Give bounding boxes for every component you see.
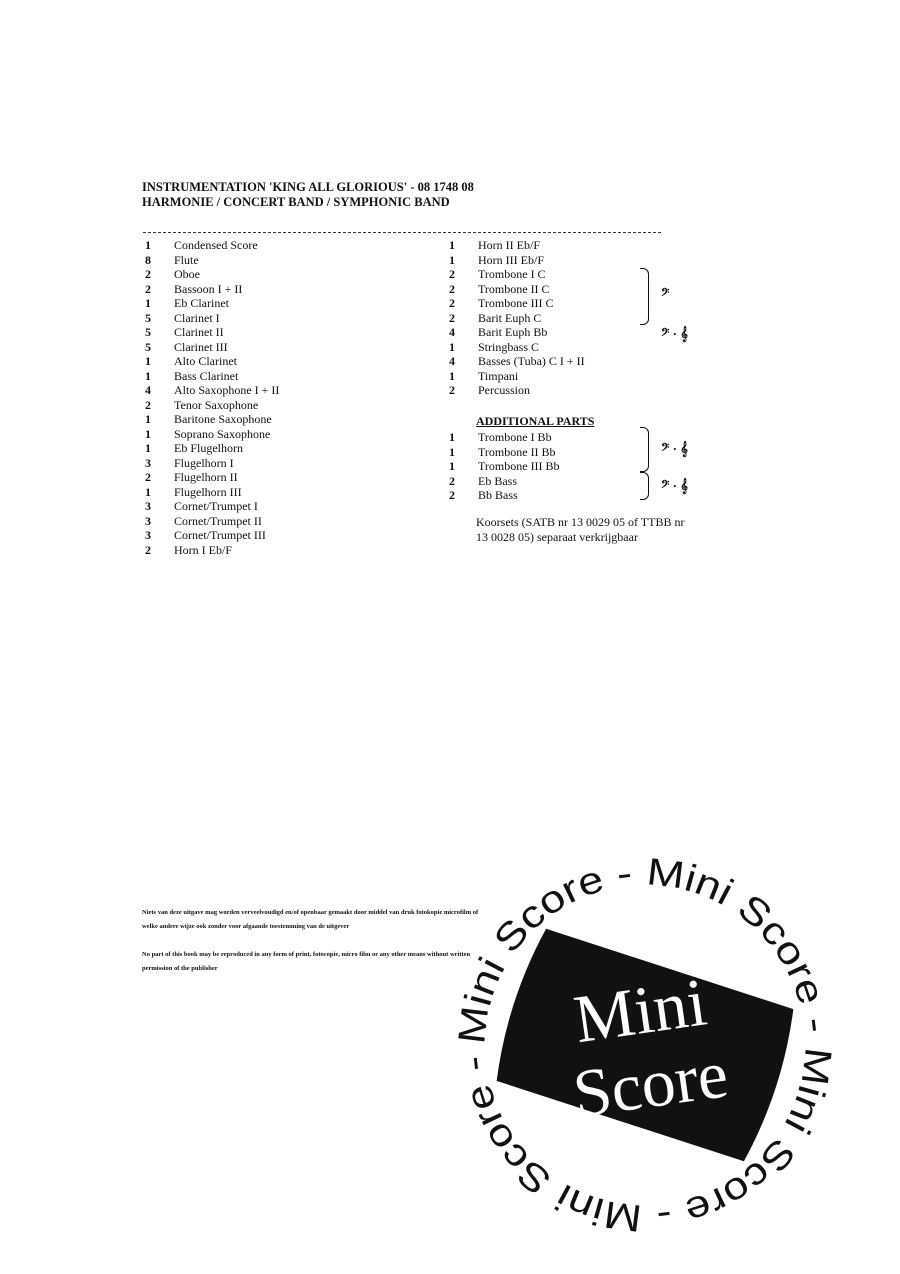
part-quantity: 1 [145,484,151,499]
brace-trombones-c [640,268,649,325]
part-name: Flugelhorn III [174,484,242,499]
part-name: Flugelhorn II [174,470,238,484]
part-quantity: 4 [449,325,455,339]
part-row [449,488,560,503]
part-quantity: 1 [449,238,455,252]
part-row [449,369,585,384]
part-quantity: 2 [145,281,151,296]
part-name: Eb Flugelhorn [174,441,243,455]
stamp-ring-text: Mini Score - Mini Score - Mini Score - Mini Score - [451,851,839,1239]
additional-parts-title: ADDITIONAL PARTS [476,414,595,428]
part-name: Clarinet I [174,310,220,325]
choir-note: Koorsets (SATB nr 13 0029 05 of TTBB nr 13 0028 05) separaat verkrijgbaar [476,515,685,544]
part-name: Barit Euph Bb [478,325,548,339]
part-row [145,441,279,456]
part-row [145,369,279,384]
part-name: Barit Euph C [478,310,542,325]
part-row [449,282,585,297]
part-row [145,543,279,558]
part-name: Clarinet II [174,325,224,339]
part-name: Trombone I C [478,267,546,281]
parts-list-left [145,238,279,557]
part-name: Eb Clarinet [174,296,229,310]
part-quantity: 1 [449,252,455,267]
part-row [145,528,279,543]
part-row [145,485,279,500]
part-quantity: 2 [449,473,455,488]
part-name: Trombone II Bb [478,444,556,459]
part-row [145,412,279,427]
part-name: Trombone I Bb [478,430,552,444]
part-row [449,354,585,369]
part-name: Bassoon I + II [174,281,243,296]
part-quantity: 3 [145,528,151,542]
part-row [145,282,279,297]
header-divider [143,232,661,233]
part-quantity: 2 [449,310,455,325]
part-name: Cornet/Trumpet II [174,513,262,528]
part-row [145,311,279,326]
part-name: Tenor Saxophone [174,397,259,412]
part-name: Alto Saxophone I + II [174,383,280,397]
parts-list-right [449,238,585,398]
part-quantity: 2 [145,470,151,484]
header-title: INSTRUMENTATION 'KING ALL GLORIOUS' - 08 1748 08 [142,180,474,194]
part-name: Trombone III C [478,296,554,310]
brace-basses [640,472,649,500]
part-quantity: 2 [449,267,455,281]
part-row [145,267,279,282]
part-row [449,459,560,474]
mini-score-stamp [445,845,845,1245]
part-row [145,456,279,471]
stamp-center-line2: Score [568,1035,733,1133]
copyright-notice [142,906,482,990]
part-quantity: 1 [449,339,455,354]
bass-treble-clef-mark-3: 𝄢 · 𝄞 [661,478,688,493]
part-name: Condensed Score [174,238,258,252]
part-quantity: 1 [145,368,151,383]
part-name: Oboe [174,267,200,281]
part-quantity: 1 [449,444,455,459]
part-row [145,470,279,485]
bass-treble-clef-mark-2: 𝄢 · 𝄞 [661,441,688,456]
part-name: Flute [174,252,199,267]
part-row [449,383,585,398]
part-quantity: 4 [145,383,151,397]
part-row [449,311,585,326]
part-quantity: 5 [145,339,151,354]
part-name: Eb Bass [478,473,517,488]
part-quantity: 8 [145,252,151,267]
part-row [145,253,279,268]
part-quantity: 1 [145,238,151,252]
part-quantity: 1 [449,368,455,383]
brace-trombones-bb [640,427,649,472]
part-row [449,325,585,340]
part-name: Cornet/Trumpet III [174,528,266,542]
part-quantity: 2 [449,383,455,397]
part-name: Bass Clarinet [174,368,239,383]
part-row [145,427,279,442]
part-row [145,354,279,369]
part-quantity: 2 [449,281,455,296]
part-name: Flugelhorn I [174,455,234,470]
part-name: Horn III Eb/F [478,252,544,267]
part-row [145,383,279,398]
part-quantity: 2 [145,267,151,281]
part-row [145,398,279,413]
header-subtitle: HARMONIE / CONCERT BAND / SYMPHONIC BAND [142,195,450,209]
part-row [145,514,279,529]
part-quantity: 3 [145,513,151,528]
part-quantity: 1 [145,441,151,455]
part-row [449,253,585,268]
part-name: Horn I Eb/F [174,542,232,557]
part-quantity: 3 [145,455,151,470]
part-row [449,474,560,489]
part-quantity: 1 [145,354,151,368]
bass-clef-mark: 𝄢 [661,286,670,301]
part-name: Baritone Saxophone [174,412,272,426]
part-quantity: 2 [449,296,455,310]
part-name: Stringbass C [478,339,540,354]
part-name: Bb Bass [478,488,518,502]
part-row [449,340,585,355]
part-name: Cornet/Trumpet I [174,499,258,513]
bass-treble-clef-mark: 𝄢 · 𝄞 [661,326,688,341]
part-row [145,296,279,311]
stamp-center-line1: Mini [569,963,711,1058]
part-row [449,445,560,460]
part-quantity: 3 [145,499,151,513]
part-row [145,325,279,340]
copyright-notice-english: No part of this book may be reproduced in any form of print, fotocopie, micro film or any other means without written permission of the publisher [142,951,471,972]
part-name: Percussion [478,383,530,397]
part-quantity: 1 [449,459,455,473]
part-row [449,296,585,311]
part-quantity: 5 [145,325,151,339]
part-row [449,430,560,445]
part-name: Clarinet III [174,339,228,354]
part-quantity: 1 [145,426,151,441]
part-name: Alto Clarinet [174,354,237,368]
part-quantity: 4 [449,354,455,368]
part-name: Timpani [478,368,519,383]
part-quantity: 5 [145,310,151,325]
part-row [145,238,279,253]
part-row [145,499,279,514]
part-name: Trombone II C [478,281,550,296]
part-row [449,267,585,282]
part-quantity: 2 [449,488,455,502]
copyright-notice-dutch: Niets van deze uitgave mag worden verveelvoudigd en/of openbaar gemaakt door middel van druk fotokopie microfilm of welke andere wijze ook zonder voor afgaande toestemming van de uitgever [142,909,479,930]
part-quantity: 1 [145,296,151,310]
additional-parts-list [449,430,560,503]
part-quantity: 2 [145,542,151,557]
instrumentation-header [142,180,474,210]
part-name: Horn II Eb/F [478,238,540,252]
part-name: Soprano Saxophone [174,426,271,441]
part-name: Trombone III Bb [478,459,560,473]
part-name: Basses (Tuba) C I + II [478,354,585,368]
part-quantity: 1 [449,430,455,444]
part-row [145,340,279,355]
part-row [449,238,585,253]
part-quantity: 1 [145,412,151,426]
part-quantity: 2 [145,397,151,412]
